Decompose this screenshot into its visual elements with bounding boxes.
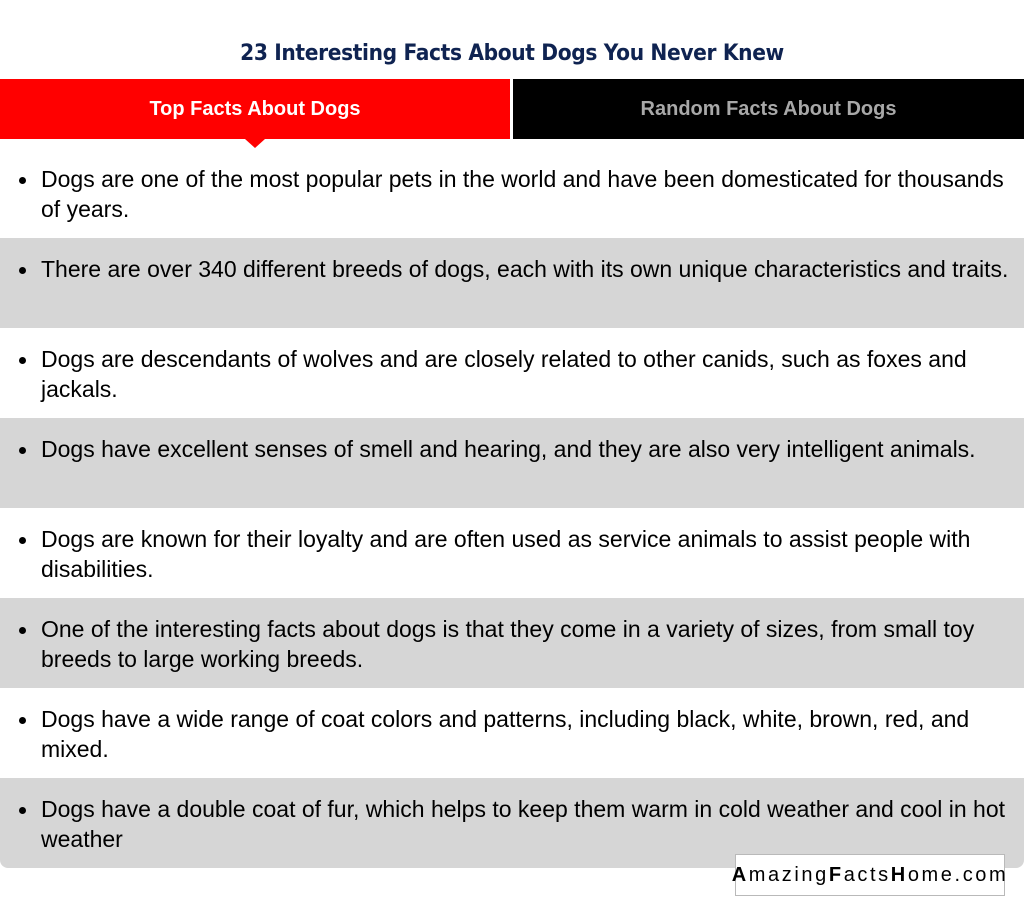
- brand-part: F: [828, 863, 844, 886]
- bullet-icon: [19, 267, 26, 274]
- bullet-icon: [19, 717, 26, 724]
- list-item: [0, 148, 1024, 238]
- tab-label: Random Facts About Dogs: [640, 97, 897, 120]
- facts-list: [0, 148, 1024, 868]
- list-item: [0, 688, 1024, 778]
- bullet-icon: [19, 627, 26, 634]
- fact-text: There are over 340 different breeds of dogs, each with its own unique characteristics and traits.: [41, 256, 1009, 282]
- brand-part: H: [890, 863, 908, 886]
- bullet-icon: [19, 177, 26, 184]
- tab-label: Top Facts About Dogs: [149, 97, 361, 120]
- brand-part: A: [731, 863, 749, 886]
- fact-text: Dogs are descendants of wolves and are closely related to other canids, such as foxes and jackals.: [41, 346, 967, 402]
- tab-random-facts[interactable]: [513, 79, 1024, 139]
- fact-text: Dogs have a wide range of coat colors and patterns, including black, white, brown, red, and mixed.: [41, 706, 970, 762]
- fact-text: Dogs have a double coat of fur, which helps to keep them warm in cold weather and cool in hot weather: [41, 796, 1006, 852]
- bullet-icon: [19, 807, 26, 814]
- site-watermark: [731, 854, 1009, 896]
- page-title: 23 Interesting Facts About Dogs You Never Knew: [240, 40, 784, 66]
- list-item: [0, 598, 1024, 688]
- tab-bar: [0, 79, 1024, 139]
- brand-part: mazing: [748, 863, 829, 886]
- list-item: [0, 238, 1024, 328]
- list-item: [0, 418, 1024, 508]
- brand-part: acts: [843, 863, 891, 886]
- bullet-icon: [19, 447, 26, 454]
- fact-text: One of the interesting facts about dogs is that they come in a variety of sizes, from small toy breeds to large working breeds.: [41, 616, 975, 672]
- bullet-icon: [19, 537, 26, 544]
- fact-text: Dogs are one of the most popular pets in the world and have been domesticated for thousands of years.: [41, 166, 1004, 222]
- fact-text: Dogs are known for their loyalty and are often used as service animals to assist people with disabilities.: [41, 526, 971, 582]
- active-tab-pointer: [245, 139, 265, 148]
- list-item: [0, 508, 1024, 598]
- list-item: [0, 328, 1024, 418]
- brand-part: ome.com: [907, 863, 1009, 886]
- fact-text: Dogs have excellent senses of smell and hearing, and they are also very intelligent animals.: [41, 436, 976, 462]
- tab-top-facts[interactable]: [0, 79, 510, 139]
- bullet-icon: [19, 357, 26, 364]
